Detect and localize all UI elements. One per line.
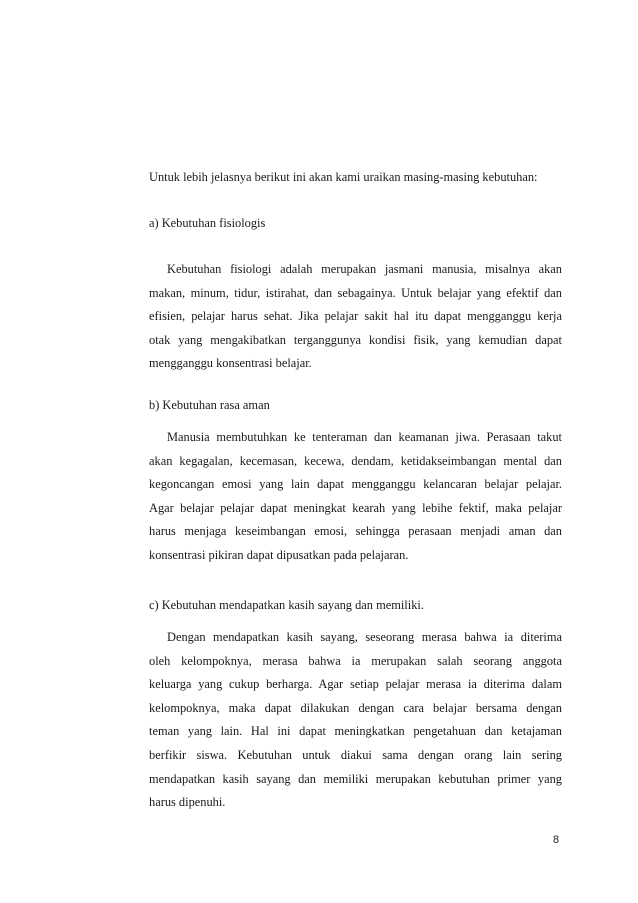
section-heading-rasa-aman: b) Kebutuhan rasa aman: [149, 398, 270, 412]
paragraph-rasa-aman: [149, 426, 562, 568]
section-heading-kasih-sayang: c) Kebutuhan mendapatkan kasih sayang dan memiliki.: [149, 598, 424, 612]
paragraph-line: makan, minum, tidur, istirahat, dan sebagainya. Untuk belajar yang efektif dan: [149, 285, 562, 300]
paragraph-line: Manusia membutuhkan ke tenteraman dan keamanan jiwa. Perasaan takut: [167, 430, 562, 444]
paragraph-line: oleh kelompoknya, merasa bahwa ia merupakan salah seorang anggota: [149, 653, 562, 668]
paragraph-line: harus menjaga keseimbangan emosi, sehingga perasaan menjadi aman dan: [149, 524, 562, 539]
paragraph-line: harus dipenuhi.: [149, 795, 226, 810]
paragraph-line: kelompoknya, maka dapat dilakukan dengan cara belajar bersama dengan: [149, 700, 562, 715]
paragraph-line: berfikir siswa. Kebutuhan untuk diakui sama dengan orang lain sering: [149, 747, 562, 762]
page-number: 8: [553, 834, 560, 846]
paragraph-line: akan kegagalan, kecemasan, kecewa, dendam, ketidakseimbangan mental dan: [149, 453, 562, 468]
paragraph-line: Kebutuhan fisiologi adalah merupakan jasmani manusia, misalnya akan: [167, 262, 562, 276]
paragraph-line: keluarga yang cukup berharga. Agar setiap pelajar merasa ia diterima dalam: [149, 677, 562, 692]
section-heading-fisiologis: a) Kebutuhan fisiologis: [149, 216, 266, 230]
paragraph-line: teman yang lain. Hal ini dapat meningkatkan pengetahuan dan ketajaman: [149, 724, 562, 739]
paragraph-fisiologis: [149, 258, 562, 376]
intro-text: Untuk lebih jelasnya berikut ini akan kami uraikan masing-masing kebutuhan:: [149, 170, 538, 184]
paragraph-line: konsentrasi pikiran dapat dipusatkan pada pelajaran.: [149, 547, 409, 562]
paragraph-line: Dengan mendapatkan kasih sayang, seseorang merasa bahwa ia diterima: [167, 630, 562, 644]
paragraph-line: kegoncangan emosi yang lain dapat mengganggu kelancaran belajar pelajar.: [149, 477, 562, 492]
paragraph-line: mendapatkan kasih sayang dan memiliki merupakan kebutuhan primer yang: [149, 771, 562, 786]
paragraph-line: efisien, pelajar harus sehat. Jika pelajar sakit hal itu dapat mengganggu kerja: [149, 309, 562, 324]
paragraph-line: Agar belajar pelajar dapat meningkat kearah yang lebihe fektif, maka pelajar: [149, 500, 562, 515]
paragraph-line: otak yang mengakibatkan terganggunya kondisi fisik, yang kemudian dapat: [149, 332, 562, 347]
paragraph-line: mengganggu konsentrasi belajar.: [149, 356, 312, 371]
paragraph-kasih-sayang: [149, 626, 562, 815]
